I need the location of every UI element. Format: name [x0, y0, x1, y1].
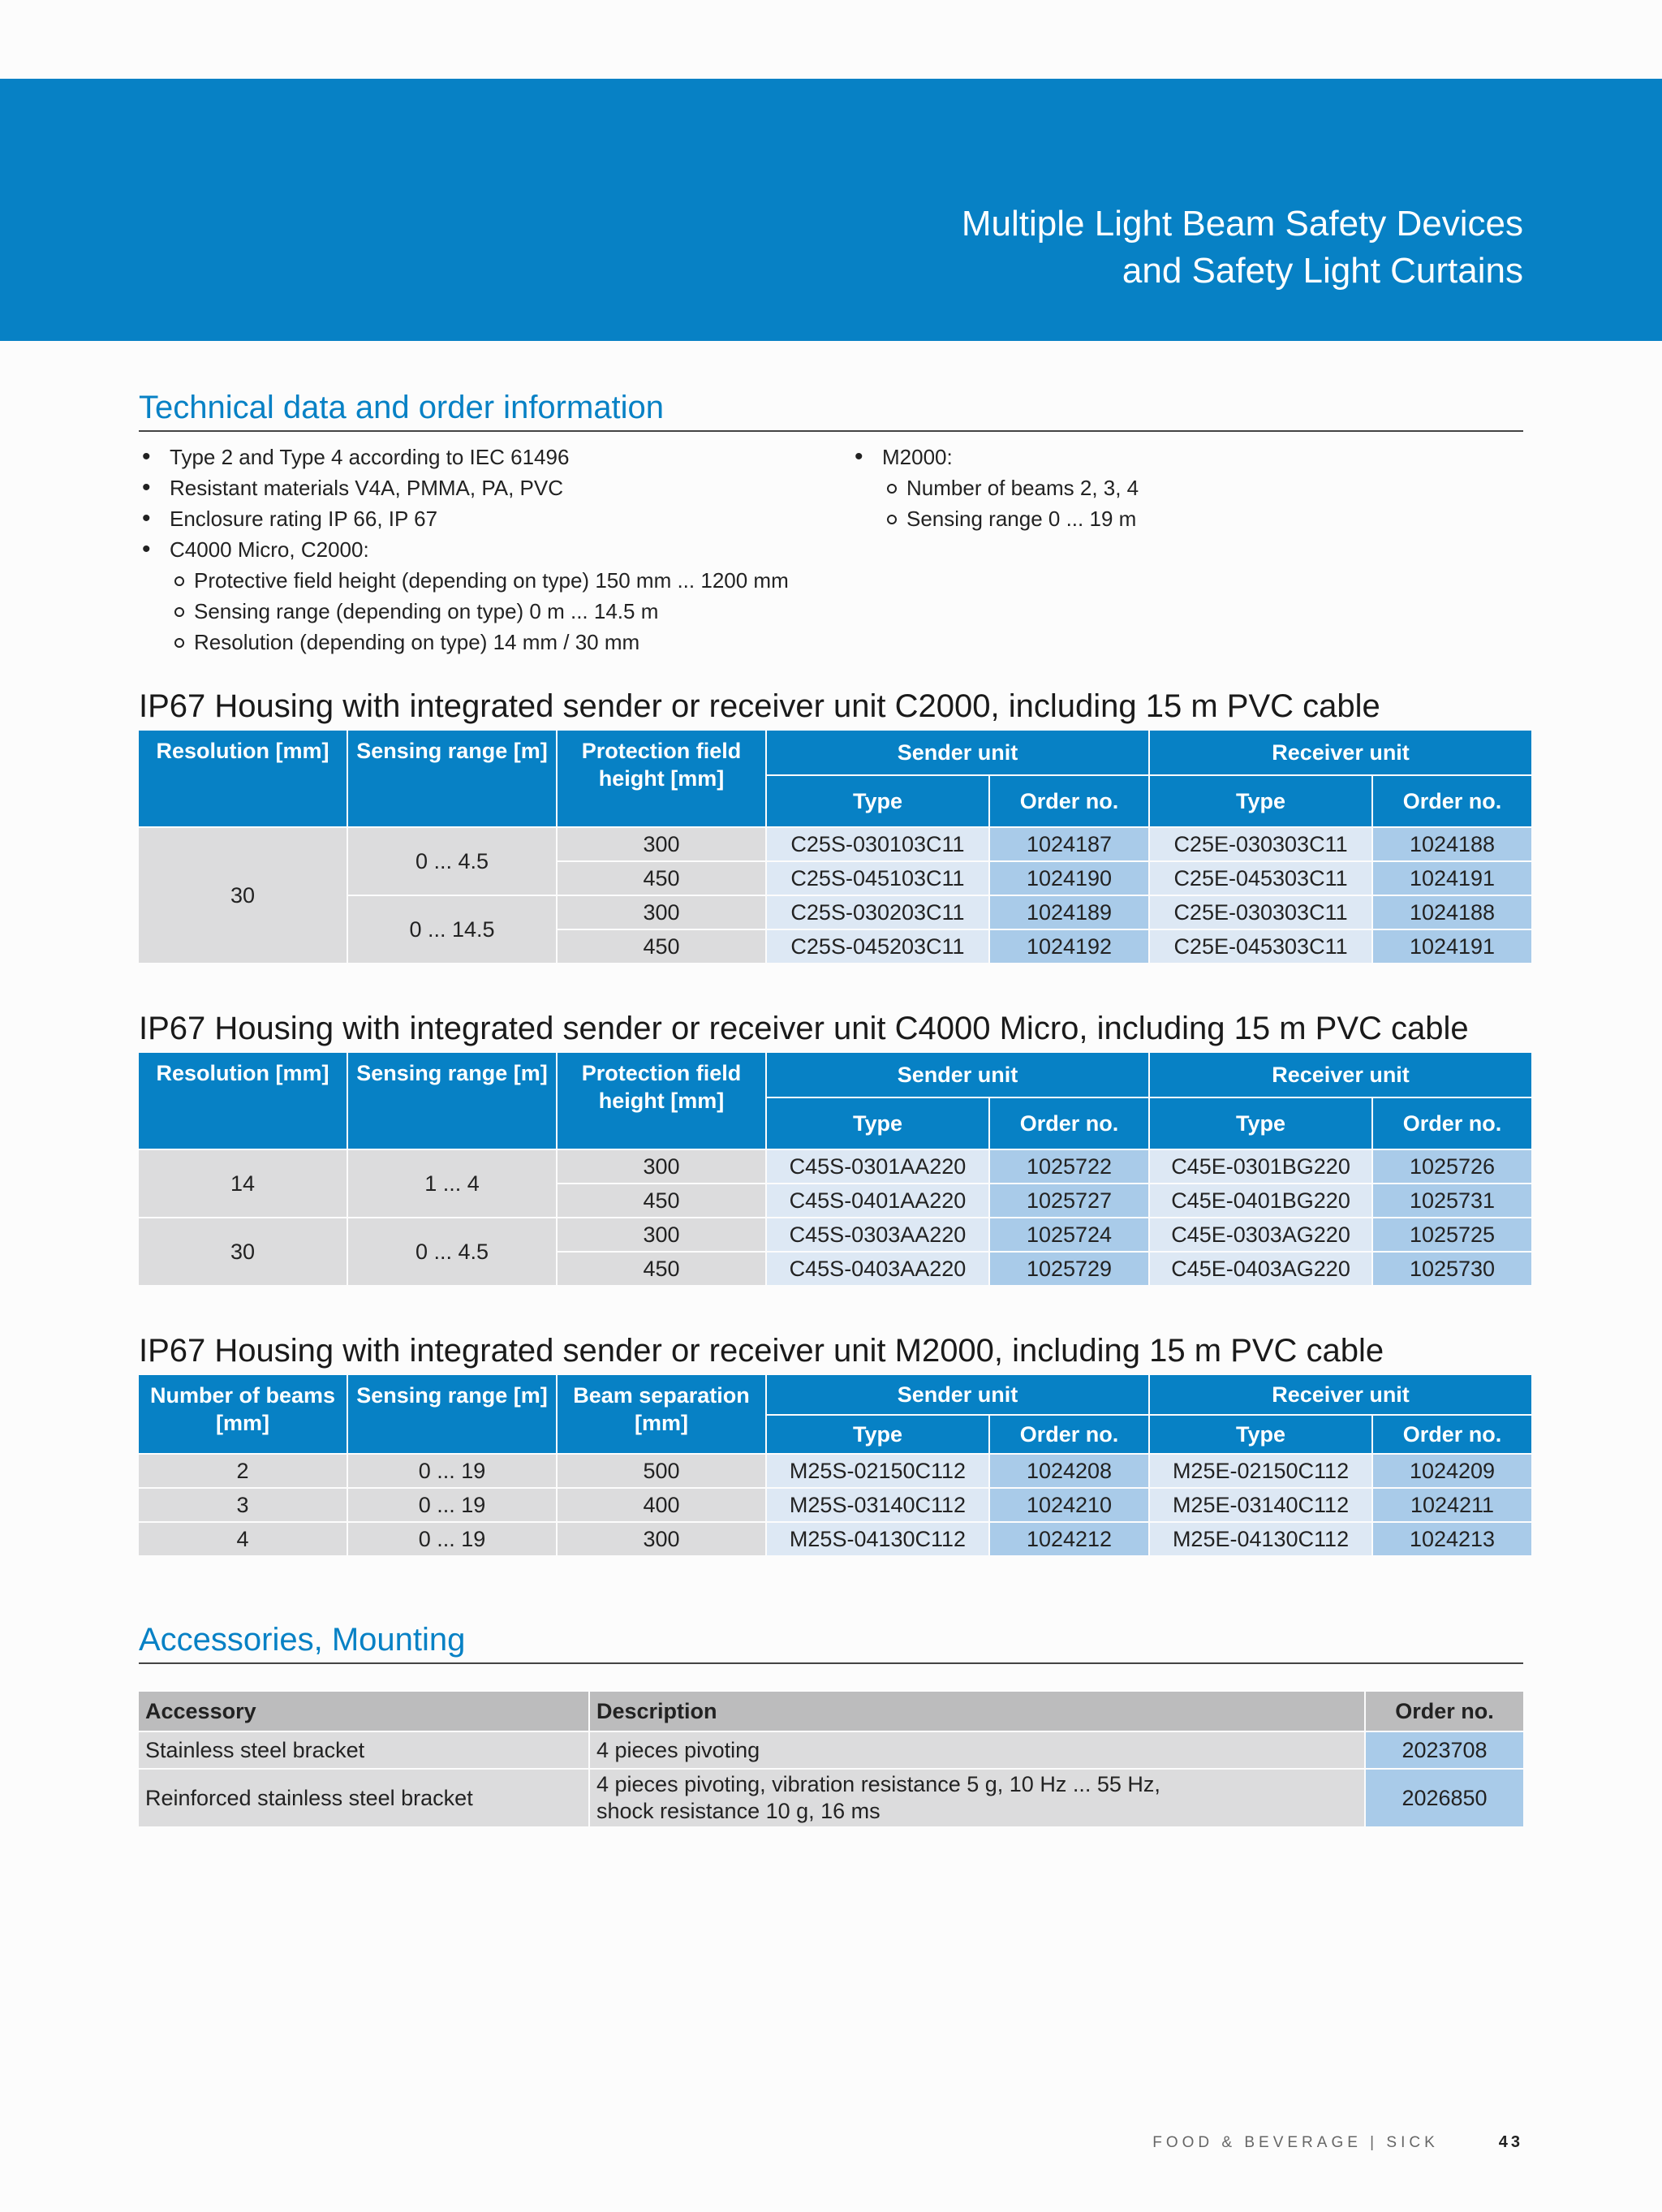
cell-sender-type: M25S-04130C112: [767, 1523, 988, 1555]
footer-brand: FOOD & BEVERAGE | SICK: [1152, 2134, 1439, 2151]
cell-receiver-type: C25E-030303C11: [1150, 828, 1371, 860]
cell-sender-type: C45S-0301AA220: [767, 1150, 988, 1183]
table-row: [139, 1732, 1523, 1768]
cell-sensing-range: 0 ... 4.5: [348, 1218, 556, 1285]
page-title-line-2: and Safety Light Curtains: [1122, 251, 1523, 291]
cell-sender-order: 1025722: [990, 1150, 1148, 1183]
cell-receiver-order: 1024191: [1373, 862, 1531, 895]
cell-height: 450: [558, 862, 765, 895]
cell-accessory: Stainless steel bracket: [139, 1732, 588, 1768]
table-row: [139, 1455, 1531, 1487]
col-header-sender-unit: Sender unit: [767, 731, 1148, 774]
cell-sender-order: 1025727: [990, 1184, 1148, 1217]
table-row: [139, 1489, 1531, 1521]
m2000-table: [137, 1373, 1533, 1557]
c2000-table: [137, 729, 1533, 964]
cell-sender-order: 1024208: [990, 1455, 1148, 1487]
cell-description: 4 pieces pivoting: [590, 1732, 1364, 1768]
col-header-receiver-type: Type: [1150, 1098, 1371, 1149]
table-row: [139, 1770, 1523, 1826]
cell-receiver-order: 1024188: [1373, 828, 1531, 860]
sub-bullet-item: Sensing range 0 ... 19 m: [851, 503, 1139, 534]
tech-bullets: [139, 442, 1523, 658]
cell-height: 450: [558, 930, 765, 963]
cell-receiver-type: C25E-030303C11: [1150, 896, 1371, 929]
description-line: 4 pieces pivoting, vibration resistance 5 g, 10 Hz ... 55 Hz,: [596, 1772, 1160, 1796]
cell-height: 450: [558, 1184, 765, 1217]
cell-beams: 3: [139, 1489, 347, 1521]
col-header-receiver-unit: Receiver unit: [1150, 1375, 1531, 1414]
table-row: [139, 1150, 1531, 1183]
cell-receiver-type: C45E-0301BG220: [1150, 1150, 1371, 1183]
cell-sender-order: 1024189: [990, 896, 1148, 929]
col-header-sender-unit: Sender unit: [767, 1375, 1148, 1414]
cell-sender-type: C45S-0401AA220: [767, 1184, 988, 1217]
cell-sender-order: 1025724: [990, 1218, 1148, 1251]
cell-sender-order: 1024210: [990, 1489, 1148, 1521]
col-header-sender-type: Type: [767, 1416, 988, 1453]
bullet-item: • Type 2 and Type 4 according to IEC 61496: [139, 442, 851, 472]
sub-bullet-item: Number of beams 2, 3, 4: [851, 472, 1139, 503]
page-title: [962, 201, 1523, 295]
cell-beam-separation: 300: [558, 1523, 765, 1555]
cell-sender-order: 1024190: [990, 862, 1148, 895]
cell-resolution: 30: [139, 828, 347, 963]
tech-bullets-right: [851, 442, 1139, 658]
col-header-sender-order: Order no.: [990, 776, 1148, 826]
cell-sender-type: C25S-030203C11: [767, 896, 988, 929]
sub-bullet-item: Protective field height (depending on type) 150 mm ... 1200 mm: [139, 565, 851, 596]
cell-receiver-type: M25E-03140C112: [1150, 1489, 1371, 1521]
c4000-table-title: IP67 Housing with integrated sender or receiver unit C4000 Micro, including 15 m PVC cable: [139, 1011, 1469, 1046]
cell-height: 300: [558, 1150, 765, 1183]
cell-order-no: 2023708: [1366, 1732, 1523, 1768]
c2000-section: [139, 687, 1523, 964]
table-row: [139, 1218, 1531, 1251]
cell-height: 300: [558, 896, 765, 929]
col-header-description: Description: [590, 1692, 1364, 1731]
cell-sender-order: 1024187: [990, 828, 1148, 860]
m2000-table-title: IP67 Housing with integrated sender or receiver unit M2000, including 15 m PVC cable: [139, 1333, 1384, 1369]
c4000-table: [137, 1051, 1533, 1287]
cell-sensing-range: 0 ... 19: [348, 1489, 556, 1521]
description-line: shock resistance 10 g, 16 ms: [596, 1799, 881, 1823]
col-header-sensing-range: Sensing range [m]: [348, 1375, 556, 1453]
col-header-field-height: Protection field height [mm]: [558, 1053, 765, 1149]
cell-order-no: 2026850: [1366, 1770, 1523, 1826]
cell-receiver-order: 1024191: [1373, 930, 1531, 963]
col-header-receiver-unit: Receiver unit: [1150, 1053, 1531, 1097]
cell-receiver-order: 1025731: [1373, 1184, 1531, 1217]
page-title-line-1: Multiple Light Beam Safety Devices: [961, 204, 1523, 244]
cell-beams: 2: [139, 1455, 347, 1487]
cell-beam-separation: 400: [558, 1489, 765, 1521]
sub-bullet-item: Resolution (depending on type) 14 mm / 30 mm: [139, 627, 851, 658]
cell-receiver-type: M25E-04130C112: [1150, 1523, 1371, 1555]
cell-sender-order: 1024192: [990, 930, 1148, 963]
col-header-receiver-order: Order no.: [1373, 1098, 1531, 1149]
col-header-beam-separation: Beam separation [mm]: [558, 1375, 765, 1453]
cell-sensing-range: 0 ... 4.5: [348, 828, 556, 895]
bullet-item: • Resistant materials V4A, PMMA, PA, PVC: [139, 472, 851, 503]
cell-sender-type: C25S-045103C11: [767, 862, 988, 895]
cell-receiver-order: 1025730: [1373, 1253, 1531, 1285]
col-header-sender-type: Type: [767, 776, 988, 826]
col-header-receiver-type: Type: [1150, 1416, 1371, 1453]
cell-resolution: 30: [139, 1218, 347, 1285]
cell-receiver-order: 1025726: [1373, 1150, 1531, 1183]
tech-heading: Technical data and order information: [139, 388, 1523, 432]
col-header-sender-order: Order no.: [990, 1416, 1148, 1453]
cell-receiver-order: 1024211: [1373, 1489, 1531, 1521]
accessories-table: [137, 1690, 1525, 1828]
col-header-sender-type: Type: [767, 1098, 988, 1149]
cell-beam-separation: 500: [558, 1455, 765, 1487]
cell-sender-type: M25S-03140C112: [767, 1489, 988, 1521]
cell-sender-order: 1025729: [990, 1253, 1148, 1285]
col-header-receiver-order: Order no.: [1373, 776, 1531, 826]
col-header-field-height: Protection field height [mm]: [558, 731, 765, 826]
cell-receiver-order: 1024188: [1373, 896, 1531, 929]
cell-sensing-range: 0 ... 19: [348, 1523, 556, 1555]
cell-sensing-range: 0 ... 14.5: [348, 896, 556, 963]
cell-receiver-type: M25E-02150C112: [1150, 1455, 1371, 1487]
col-header-accessory: Accessory: [139, 1692, 588, 1731]
cell-height: 300: [558, 828, 765, 860]
bullet-item: • Enclosure rating IP 66, IP 67: [139, 503, 851, 534]
accessories-heading: Accessories, Mounting: [139, 1620, 1523, 1664]
col-header-receiver-order: Order no.: [1373, 1416, 1531, 1453]
col-header-sensing-range: Sensing range [m]: [348, 1053, 556, 1149]
bullet-item: • M2000:: [851, 442, 1139, 472]
cell-accessory: Reinforced stainless steel bracket: [139, 1770, 588, 1826]
header-banner: [0, 79, 1662, 341]
cell-resolution: 14: [139, 1150, 347, 1217]
cell-sensing-range: 0 ... 19: [348, 1455, 556, 1487]
cell-beams: 4: [139, 1523, 347, 1555]
cell-height: 450: [558, 1253, 765, 1285]
cell-sensing-range: 1 ... 4: [348, 1150, 556, 1217]
col-header-sensing-range: Sensing range [m]: [348, 731, 556, 826]
col-header-resolution: Resolution [mm]: [139, 1053, 347, 1149]
c4000-section: [139, 1009, 1523, 1287]
cell-height: 300: [558, 1218, 765, 1251]
col-header-sender-order: Order no.: [990, 1098, 1148, 1149]
table-row: [139, 896, 1531, 929]
col-header-order-no: Order no.: [1366, 1692, 1523, 1731]
cell-receiver-type: C45E-0403AG220: [1150, 1253, 1371, 1285]
cell-sender-type: C25S-045203C11: [767, 930, 988, 963]
cell-receiver-order: 1025725: [1373, 1218, 1531, 1251]
col-header-number-of-beams: Number of beams [mm]: [139, 1375, 347, 1453]
cell-receiver-order: 1024209: [1373, 1455, 1531, 1487]
col-header-receiver-unit: Receiver unit: [1150, 731, 1531, 774]
bullet-item: • C4000 Micro, C2000:: [139, 534, 851, 565]
accessories-section: [139, 1620, 1523, 1828]
cell-receiver-order: 1024213: [1373, 1523, 1531, 1555]
tech-bullets-left: [139, 442, 851, 658]
cell-sender-type: C45S-0403AA220: [767, 1253, 988, 1285]
tech-section: [139, 388, 1523, 658]
col-header-receiver-type: Type: [1150, 776, 1371, 826]
page-footer: [0, 2133, 1523, 2152]
cell-receiver-type: C45E-0303AG220: [1150, 1218, 1371, 1251]
col-header-sender-unit: Sender unit: [767, 1053, 1148, 1097]
col-header-resolution: Resolution [mm]: [139, 731, 347, 826]
cell-sender-type: C45S-0303AA220: [767, 1218, 988, 1251]
table-row: [139, 828, 1531, 860]
page-number: 43: [1498, 2133, 1523, 2151]
cell-receiver-type: C25E-045303C11: [1150, 930, 1371, 963]
cell-description: [590, 1770, 1364, 1826]
table-row: [139, 1523, 1531, 1555]
m2000-section: [139, 1331, 1523, 1557]
cell-sender-type: C25S-030103C11: [767, 828, 988, 860]
sub-bullet-item: Sensing range (depending on type) 0 m ... 14.5 m: [139, 596, 851, 627]
cell-sender-order: 1024212: [990, 1523, 1148, 1555]
cell-receiver-type: C45E-0401BG220: [1150, 1184, 1371, 1217]
cell-receiver-type: C25E-045303C11: [1150, 862, 1371, 895]
cell-sender-type: M25S-02150C112: [767, 1455, 988, 1487]
c2000-table-title: IP67 Housing with integrated sender or receiver unit C2000, including 15 m PVC cable: [139, 688, 1380, 724]
